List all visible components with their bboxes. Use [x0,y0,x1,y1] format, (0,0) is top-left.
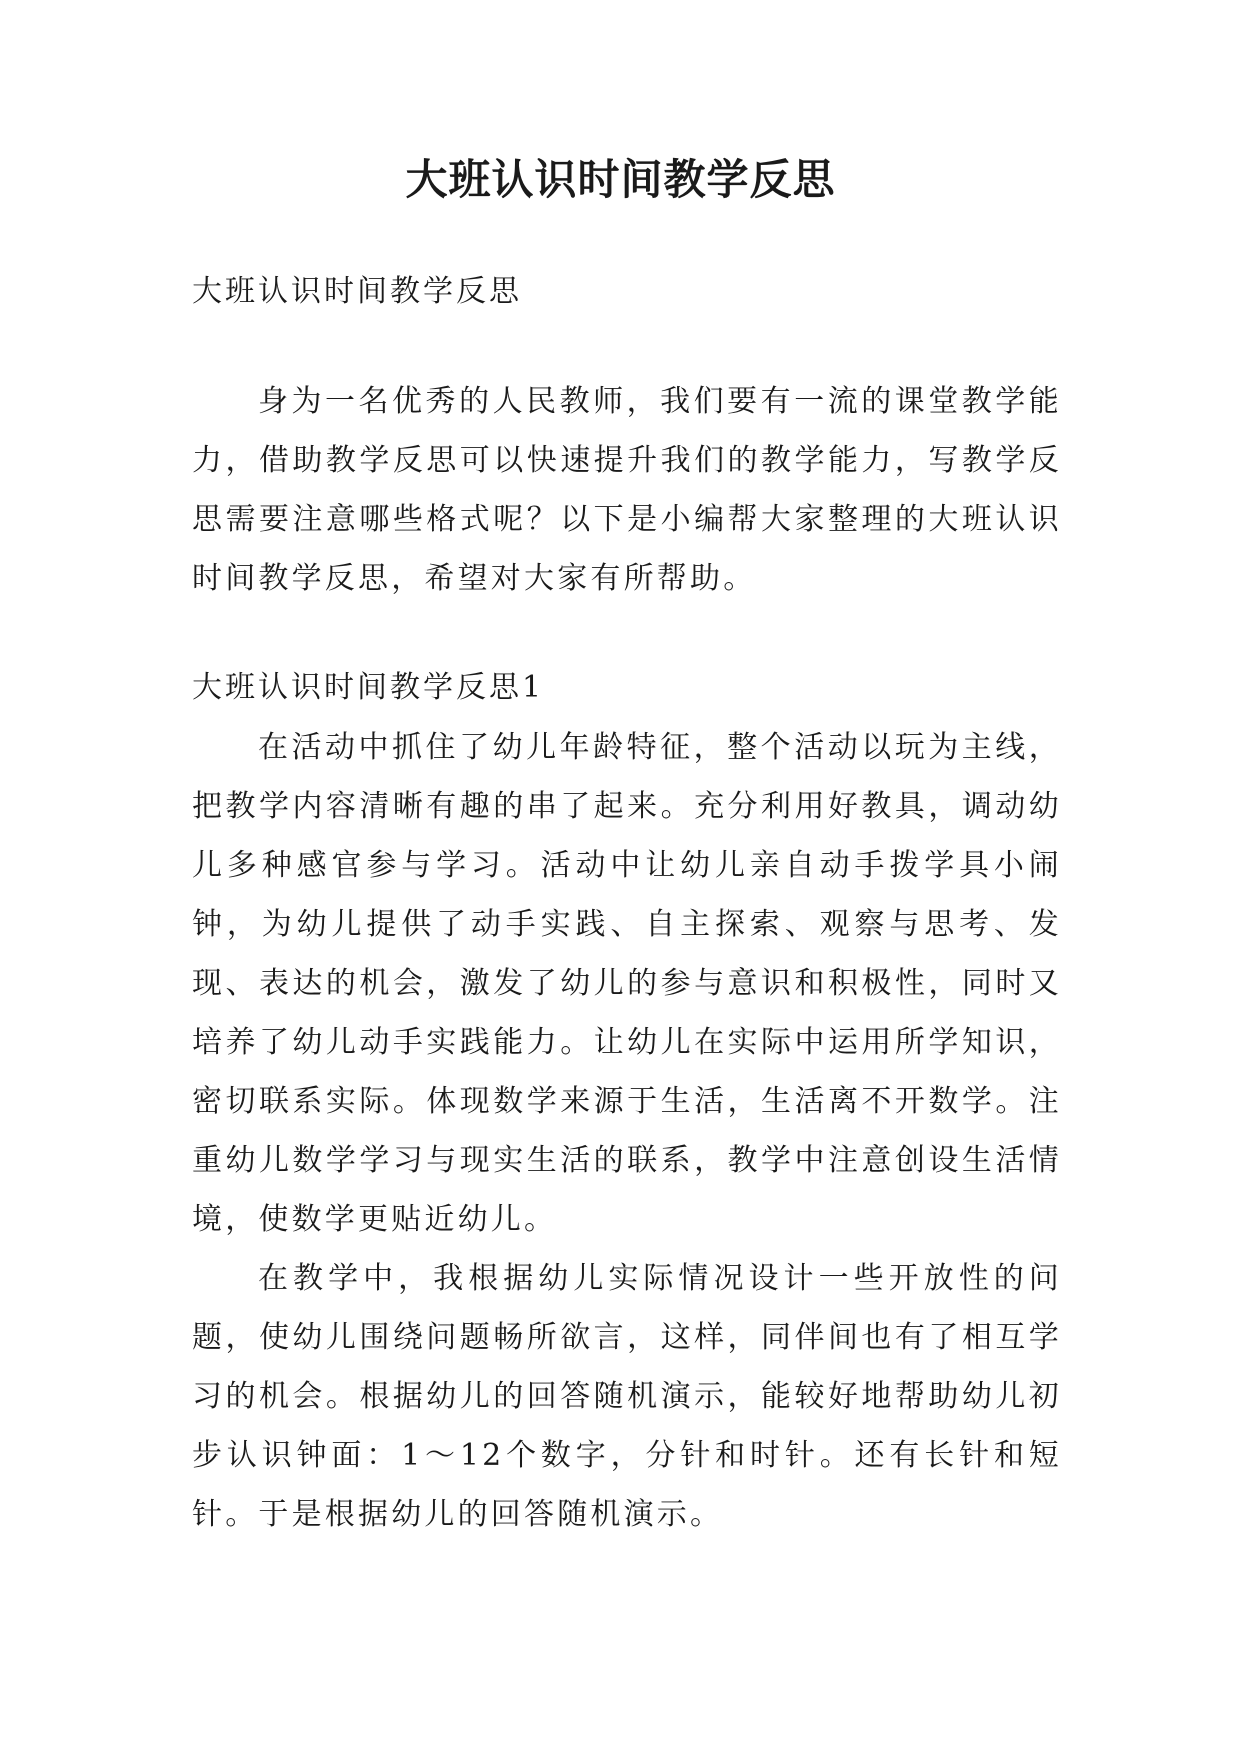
spacer [192,322,1062,372]
body-paragraph: 在教学中，我根据幼儿实际情况设计一些开放性的问题，使幼儿围绕问题畅所欲言，这样，同伴间也有了相互学习的机会。根据幼儿的回答随机演示，能较好地帮助幼儿初步认识钟面：1～12个数字，分针和时针。还有长针和短针。于是根据幼儿的回答随机演示。 [192,1261,1062,1532]
spacer [192,608,1062,658]
intro-paragraph: 身为一名优秀的人民教师，我们要有一流的课堂教学能力，借助教学反思可以快速提升我们的教学能力，写教学反思需要注意哪些格式呢？以下是小编帮大家整理的大班认识时间教学反思，希望对大家有所帮助。 [192,384,1062,596]
document-title: 大班认识时间教学反思 [405,155,836,204]
document-subtitle: 大班认识时间教学反思 [192,274,522,309]
document-body [192,262,1062,1544]
section-heading: 大班认识时间教学反思1 [192,670,545,705]
body-paragraph: 在活动中抓住了幼儿年龄特征，整个活动以玩为主线，把教学内容清晰有趣的串了起来。充分利用好教具，调动幼儿多种感官参与学习。活动中让幼儿亲自动手拨学具小闹钟，为幼儿提供了动手实践、自主探索、观察与思考、发现、表达的机会，激发了幼儿的参与意识和积极性，同时又培养了幼儿动手实践能力。让幼儿在实际中运用所学知识，密切联系实际。体现数学来源于生活，生活离不开数学。注重幼儿数学学习与现实生活的联系，教学中注意创设生活情境，使数学更贴近幼儿。 [192,730,1062,1237]
